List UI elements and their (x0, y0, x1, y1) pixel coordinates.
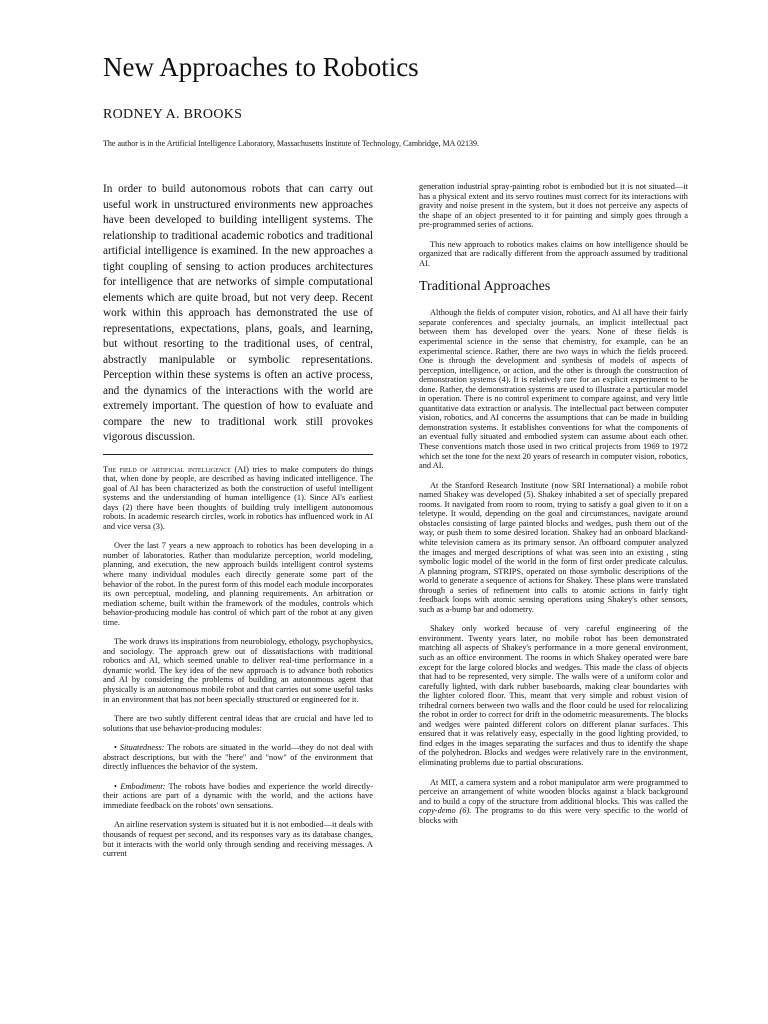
bullet-situatedness: • Situatedness: The robots are situated in the world—they do not deal with abstract descriptions, but with the "here" and "now" of the environment that directly influences the behavior of the system. (103, 743, 373, 772)
bullet-term: Embodiment: (120, 781, 166, 791)
author-affiliation: The author is in the Artificial Intelligence Laboratory, Massachusetts Institute of Technology, Cambridge, MA 02139. (103, 139, 479, 148)
emphasis-text: copy-demo (6). (419, 806, 472, 816)
body-paragraph: Over the last 7 years a new approach to robotics has been developing in a number of laboratories. Rather than modularize perception, world modeling, planning, and execution, the new approach builds intelligent control systems where many individual modules each directly generate some part of the behavior of the robot. In the purest form of this model each module incorporates its own perceptual, modeling, and planning requirements. An arbitration or mediation scheme, built within the framework of the modules, controls which behavior-producing module has control of which part of the robot at any given time. (103, 541, 373, 627)
paper-title: New Approaches to Robotics (103, 52, 419, 82)
section-heading: Traditional Approaches (419, 279, 551, 295)
body-paragraph: This new approach to robotics makes claims on how intelligence should be organized that are radically different from the approach assumed by traditional AI. (419, 239, 688, 268)
bullet-term: Situatedness: (119, 743, 165, 753)
lead-in: The field of artificial intelligence (103, 464, 231, 474)
body-paragraph: An airline reservation system is situated but it is not embodied—it deals with thousands of request per second, and its responses vary as its database changes, but it interacts with the world only through sending and receiving messages. A current (103, 820, 373, 859)
intro-text: (AI) tries to make computers do things that, when done by people, are described as having indicated intelligence. The goal of AI has been characterized as both the construction of useful intelligent systems and the understanding of human intelligence (1). Since AI's earliest days (2) there have been thoughts of building truly intelligent autonomous robots. In academic research circles, work in robotics has influenced work in AI and vice versa (3). (103, 464, 373, 531)
body-paragraph: Shakey only worked because of very careful engineering of the environment. Twenty years later, no mobile robot has been demonstrated matching all aspects of Shakey's performance in a more general environment, such as an office environment. The rooms in which Shakey operated were bare except for the large colored blocks and wedges. This made the class of objects that had to be represented, very simple. The walls were of a uniform color and carefully lighted, with dark rubber baseboards, making clear boundaries with the lighter colored floor. This, meant that very simple and robust vision of trihedral corners between two walls and the floor could be used for relocalizing the robot in order to correct for drift in the odometric measurements. The blocks and wedges were painted different colors on different planar surfaces. This ensured that it was relatively easy, especially in the good lighting provided, to find edges in the images separating the surfaces and thus to identify the shape of the polyhedron. Blocks and wedges were relatively rare in the environment, eliminating problems due to partial obscurations. (419, 624, 688, 767)
bullet-text: The robots have bodies and experience the world directly-their actions are part of a dynamic with the world, and the actions have immediate feedback on the robots' own sensations. (103, 781, 373, 810)
body-paragraph: Although the fields of computer vision, robotics, and AI all have their fairly separate conferences and specialty journals, an implicit intellectual pact between them has developed over the years. None of these fields is experimental science in the sense that chemistry, for example, can be an experimental science. Rather, there are two ways in which the fields proceed. One is through the development and synthesis of models of aspects of perception, intelligence, or action, and the other is through the construction of demonstration systems (4). It is relatively rare for an explicit experiment to be done. Rather, the demonstration systems are used to illustrate a particular model in operation. There is no control experiment to compare against, and very little quantitative data extraction or analysis. The intellectual pact between computer vision, robotics, and AI concerns the assumptions that can be made in building demonstration systems. It establishes conventions for what the components of an eventual fully situated and embodied system can assume about each other. These conventions match those used in two critical projects from 1969 to 1972 which set the tone for the next 20 years of research in computer vision, robotics, and AI. (419, 308, 688, 471)
body-paragraph: There are two subtly different central ideas that are crucial and have led to solutions that use behavior-producing modules: (103, 714, 373, 733)
bullet-text: The robots are situated in the world—they do not deal with abstract descriptions, but with the "here" and "now" of the environment that directly influences the behavior of the system. (103, 743, 373, 772)
author-name: RODNEY A. BROOKS (103, 107, 243, 122)
body-paragraph (419, 778, 688, 826)
body-text: At MIT, a camera system and a robot manipulator arm were programmed to perceive an arrangement of white wooden blocks against a black background and to build a copy of the structure from additional blocks. This was called the (419, 777, 688, 806)
right-column (419, 182, 688, 835)
abstract-divider (103, 454, 373, 455)
body-paragraph: The work draws its inspirations from neurobiology, ethology, psychophysics, and sociology. The approach grew out of dissatisfactions with traditional robotics and AI, which seemed unable to deliver real-time performance in a dynamic world. The key idea of the new approach is to advance both robotics and AI by considering the problems of building an autonomous agent that physically is an autonomous mobile robot and that carries out some useful tasks in an environment that has not been specially structured or engineered for it. (103, 637, 373, 704)
intro-paragraph (103, 465, 373, 532)
abstract: In order to build autonomous robots that can carry out useful work in unstructured environments new approaches have been developed to building intelligent systems. The relationship to traditional academic robotics and traditional artificial intelligence is examined. In the new approaches a tight coupling of sensing to action produces architectures for intelligence that are networks of simple computational elements which are quite broad, but not very deep. Recent work within this approach has demonstrated the use of representations, expectations, plans, goals, and learning, but without resorting to the traditional uses, of central, abstractly manipulable or symbolic representations. Perception within these systems is often an active process, and the dynamics of the interactions with the world are extremely important. The question of how to evaluate and compare the new to traditional work still provokes vigorous discussion. (103, 183, 373, 443)
body-text: The programs to do this were very specific to the world of blocks with (419, 806, 688, 825)
body-paragraph: At the Stanford Research Institute (now SRI International) a mobile robot named Shakey was developed (5). Shakey inhabited a set of specially prepared rooms. It navigated from room to room, trying to satisfy a goal given to it on a teletype. It would, depending on the goal and circumstances, navigate around obstacles consisting of large painted blocks and wedges, push them out of the way, or push them to some desired location. Shakey had an onboard blackand-white television camera as its primary sensor. An offboard computer analyzed the images and merged descriptions of what was seen into an existing , sting symbolic logic model of the world in the form of first order predicate calculus. A planning program, STRIPS, operated on those symbolic descriptions of the world to generate a sequence of actions for Shakey. These plans were translated through a series of refinement into calls to atomic actions in fairly tight feedback loops with atomic sensing operations using Shakey's other sensors, such as a-bump bar and odometry. (419, 480, 688, 614)
bullet-embodiment: • Embodiment: The robots have bodies and experience the world directly-their actions are part of a dynamic with the world, and the actions have immediate feedback on the robots' own sensations. (103, 781, 373, 810)
left-column (103, 182, 373, 869)
body-paragraph: generation industrial spray-painting robot is embodied but it is not situated—it has a physical extent and its servo routines must correct for its interactions with gravity and noise present in the system, but it does not perceive any aspects of the shape of an object presented to it for painting and simply goes through a pre-programmed series of actions. (419, 182, 688, 230)
